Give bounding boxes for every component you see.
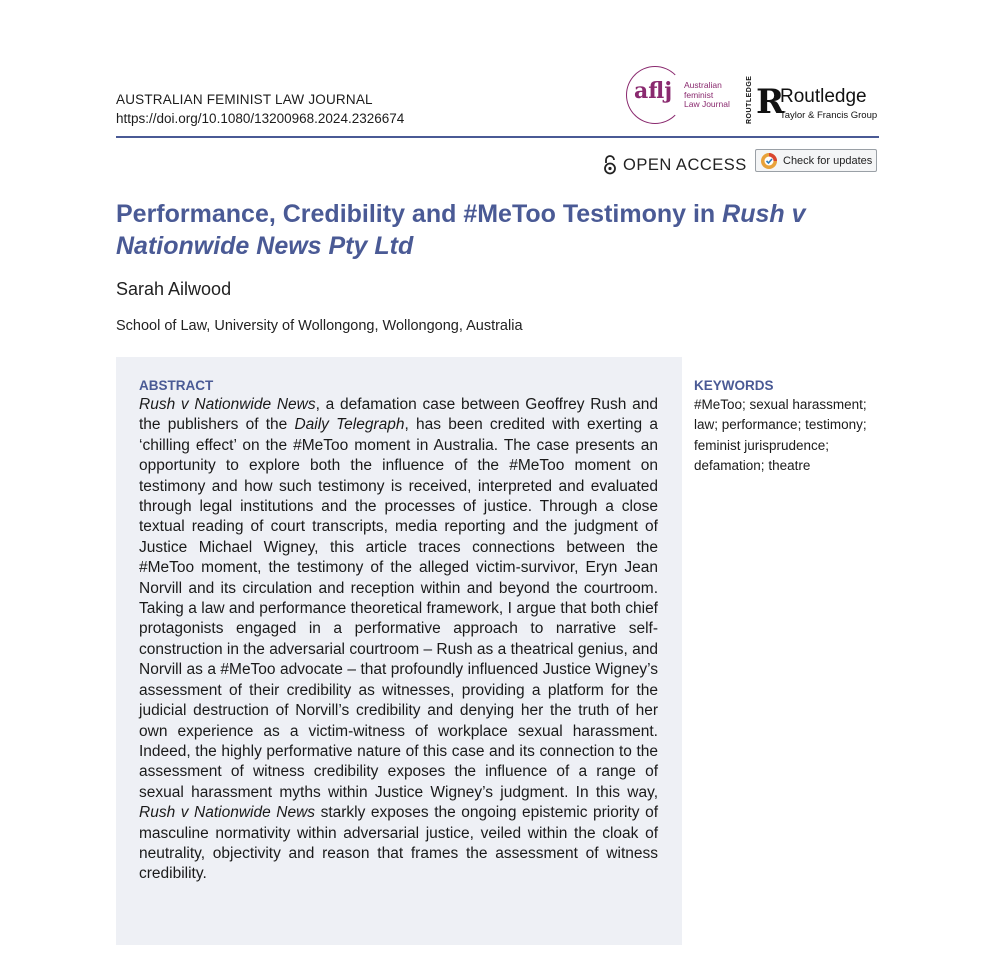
abstract-italic: Daily Telegraph [294,416,405,434]
routledge-logo [746,75,886,128]
abstract-body [139,395,658,885]
aflj-sub-line: feminist [684,89,714,100]
keyword: theatre [768,458,811,474]
keyword: testimony; [805,417,867,433]
title-italic: v Nationwide News Pty Ltd [116,200,806,260]
open-access-badge [603,155,747,175]
open-lock-icon [603,155,617,175]
keyword: defamation; [694,458,765,474]
aflj-sub-line: Australian [684,80,722,90]
check-for-updates-button[interactable] [755,149,877,172]
crossmark-icon [760,152,778,170]
abstract-text: , has been credited with exerting a ‘chilling effect’ on the #MeToo moment in Australia. The case presents an opportunity to explore both the influence of the #MeToo moment on testimony and how such testimony is received, interpreted and evaluated through legal institutions and the processes of justice. Through a close textual reading of court transcripts, media reporting and the judgment of Justice Michael Wigney, this article traces connections between the #MeToo moment, the testimony of the alleged victim-survivor, Eryn Jean Norvill and its circulation and reception within and beyond the courtroom. Taking a law and performance theoretical framework, I argue that both chief protagonists engaged in a performative approach to narrative self-construction in the adversarial courtroom – Rush as a theatrical genius, and Norvill as a #MeToo advocate – that profoundly influenced Justice Wigney’s assessment of their credibility as witnesses, providing a platform for the judicial destruction of Norvill’s credibility and denying her the truth of her own experience as a victim-witness of workplace sexual harassment. Indeed, the highly performative nature of this case and its connection to the assessment of witness credibility exposes the influence of a range of sexual harassment myths within Justice Wigney’s judgment. In this way, [139,416,658,801]
aflj-logo-mark: aflj [634,78,673,104]
keywords-heading: KEYWORDS [694,378,774,393]
routledge-name: Routledge [780,86,867,107]
article-title [116,198,856,262]
title-text [785,200,792,228]
title-text: Performance, Credibility and #MeToo Testimony in [116,200,723,228]
abstract-italic: Rush v Nationwide News [139,396,316,413]
journal-header [116,92,404,126]
keywords-list [694,395,889,477]
keyword: feminist jurisprudence; [694,437,830,453]
aflj-logo [626,66,736,126]
author-name[interactable]: Sarah Ailwood [116,279,232,299]
header-divider [116,136,879,138]
abstract-heading: ABSTRACT [139,378,214,393]
routledge-vertical-text: ROUTLEDGE [746,75,753,124]
check-for-updates-label: Check for updates [783,154,873,167]
keyword: performance; [721,417,802,433]
routledge-group: Taylor & Francis Group [780,110,878,121]
keyword: sexual harassment; [749,397,867,412]
doi-link[interactable]: https://doi.org/10.1080/13200968.2024.2326674 [116,111,405,126]
journal-name: AUSTRALIAN FEMINIST LAW JOURNAL [116,92,373,107]
abstract-italic: Rush v Nationwide News [139,804,316,822]
abstract-text: , a defamation case between Geoffrey Rush and the publishers of the [139,396,659,434]
open-access-label: OPEN ACCESS [623,155,747,174]
aflj-logo-subtitle [684,81,730,110]
keyword: law; [694,417,719,433]
keyword: #MeToo; [694,397,746,412]
aflj-sub-line: Law Journal [684,99,730,109]
routledge-r-glyph: R [756,82,785,122]
abstract-text: starkly exposes the ongoing epistemic priority of masculine normativity within adversarial justice, veiled within the cloak of neutrality, objectivity and reason that frames the assessment of witness credibility. [139,804,658,883]
title-italic: Rush [722,200,785,228]
author-affiliation: School of Law, University of Wollongong, Wollongong, Australia [116,318,523,334]
